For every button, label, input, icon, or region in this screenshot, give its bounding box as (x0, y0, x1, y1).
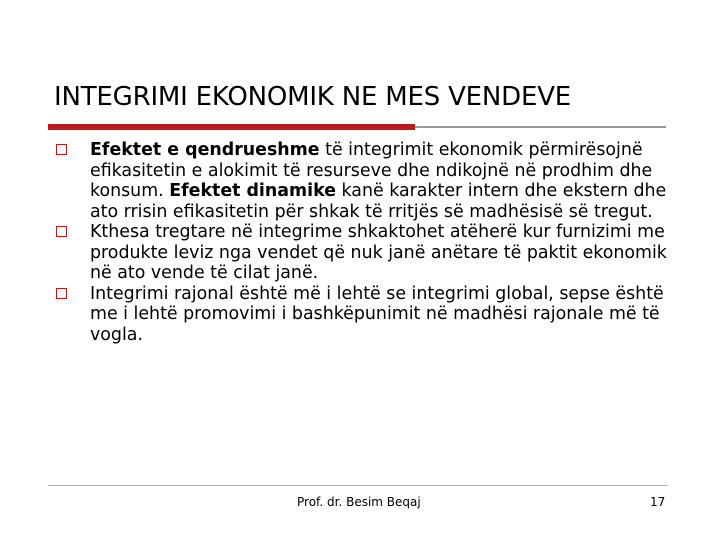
bold-phrase: Efektet e qendrueshme (90, 140, 320, 160)
bullet-list (50, 140, 680, 345)
bullet-item (50, 284, 680, 346)
hollow-square-bullet-icon (56, 288, 67, 299)
footer-author: Prof. dr. Besim Beqaj (297, 495, 421, 509)
hollow-square-bullet-icon (56, 144, 67, 155)
bullet-item (50, 222, 680, 284)
footer-divider (48, 485, 668, 486)
title-underline-rule (415, 126, 666, 128)
page-number: 17 (650, 495, 666, 509)
bullet-item (50, 140, 680, 222)
bullet-text: kanë karakter intern dhe ekstern dhe ato rrisin efikasitetin për shkak të rritjës së madhësisë së tregut. (90, 181, 667, 222)
hollow-square-bullet-icon (56, 226, 67, 237)
bullet-text: të integrimit ekonomik përmirësojnë efikasitetin e alokimit të resurseve dhe ndikojnë në prodhim dhe konsum. (90, 140, 653, 201)
bullet-text: Kthesa tregtare në integrime shkaktohet atëherë kur furnizimi me produkte leviz nga vendet që nuk janë anëtare të paktit ekonomik në ato vende të cilat janë. (90, 222, 667, 283)
bullet-text: Integrimi rajonal është më i lehtë se integrimi global, sepse është me i lehtë promovimi i bashkëpunimit në madhësi rajonale më të vogla. (90, 283, 664, 345)
slide-title: INTEGRIMI EKONOMIK NE MES VENDEVE (54, 82, 572, 112)
title-underline-accent (48, 124, 415, 130)
bold-phrase: Efektet dinamike (169, 181, 336, 201)
